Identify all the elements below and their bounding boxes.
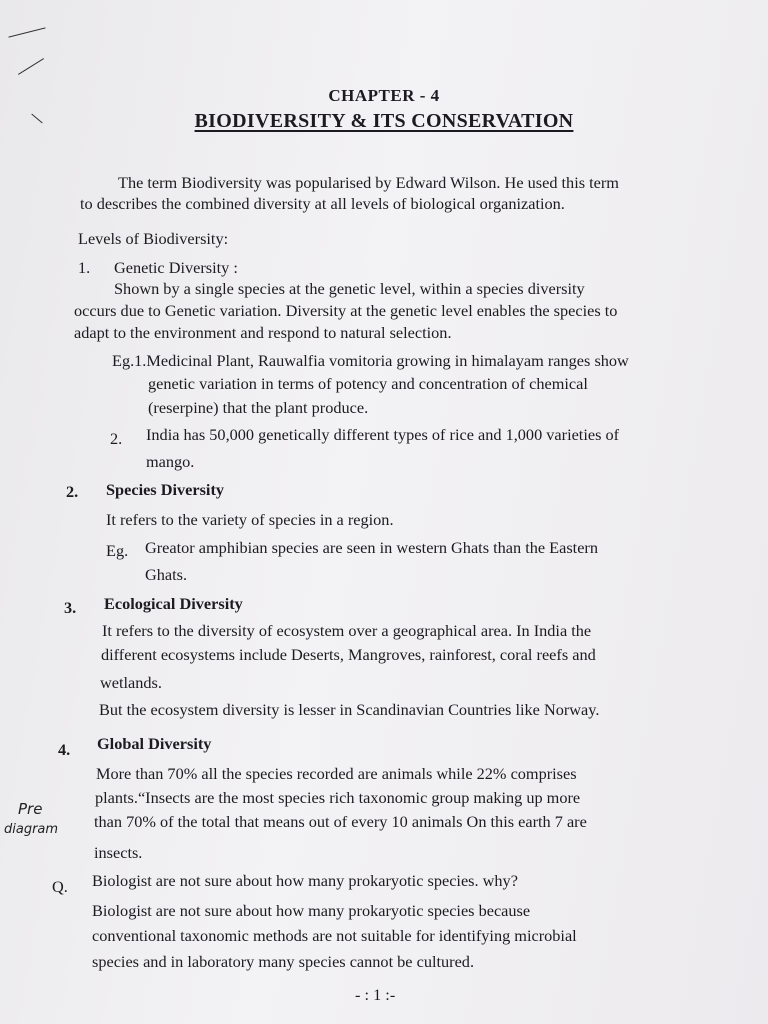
- answer-line-1: Biologist are not sure about how many prokaryotic species because: [92, 901, 531, 920]
- genetic-example-2b: mango.: [146, 452, 195, 471]
- global-line-3: than 70% of the total that means out of every 10 animals On this earth 7 are: [94, 812, 587, 831]
- global-line-2: plants.“Insects are the most species rich taxonomic group making up more: [95, 788, 581, 807]
- global-number: 4.: [58, 740, 71, 759]
- answer-line-2: conventional taxonomic methods are not suitable for identifying microbial: [92, 926, 577, 945]
- species-heading: Species Diversity: [106, 480, 225, 499]
- genetic-example-2-number: 2.: [110, 429, 123, 448]
- page-number: - : 1 :-: [355, 985, 396, 1004]
- species-number: 2.: [66, 482, 79, 501]
- species-line-1: It refers to the variety of species in a region.: [106, 510, 394, 529]
- species-example-b: Ghats.: [145, 565, 188, 584]
- ecological-line-3: wetlands.: [100, 673, 162, 692]
- genetic-example-1c: (reserpine) that the plant produce.: [148, 398, 369, 417]
- levels-label: Levels of Biodiversity:: [78, 229, 229, 248]
- genetic-line-2: occurs due to Genetic variation. Diversity at the genetic level enables the species to: [74, 301, 618, 320]
- margin-mark: [8, 27, 45, 37]
- page-title-text: BIODIVERSITY & ITS CONSERVATION: [194, 110, 574, 132]
- species-eg-label: Eg.: [106, 541, 129, 560]
- genetic-heading: Genetic Diversity :: [114, 258, 238, 277]
- page-title: [0, 110, 768, 133]
- handwritten-note-line-1: Pre: [18, 800, 43, 818]
- margin-mark: [18, 58, 44, 75]
- global-line-1: More than 70% all the species recorded are animals while 22% comprises: [96, 764, 577, 783]
- chapter-label: CHAPTER - 4: [328, 86, 440, 105]
- question-text: Biologist are not sure about how many prokaryotic species. why?: [92, 871, 518, 890]
- answer-line-3: species and in laboratory many species cannot be cultured.: [92, 952, 475, 971]
- ecological-heading: Ecological Diversity: [104, 594, 243, 613]
- question-label: Q.: [52, 877, 68, 896]
- species-example-a: Greator amphibian species are seen in western Ghats than the Eastern: [145, 538, 598, 557]
- ecological-number: 3.: [64, 598, 77, 617]
- ecological-line-4: But the ecosystem diversity is lesser in Scandinavian Countries like Norway.: [99, 700, 600, 719]
- genetic-line-3: adapt to the environment and respond to natural selection.: [74, 323, 452, 342]
- genetic-example-1a: Eg.1.Medicinal Plant, Rauwalfia vomitoria growing in himalayam ranges show: [112, 351, 629, 370]
- genetic-example-2a: India has 50,000 genetically different types of rice and 1,000 varieties of: [146, 425, 620, 444]
- intro-line-1: The term Biodiversity was popularised by Edward Wilson. He used this term: [118, 173, 619, 192]
- genetic-example-1b: genetic variation in terms of potency and concentration of chemical: [148, 374, 588, 393]
- ecological-line-2: different ecosystems include Deserts, Mangroves, rainforest, coral reefs and: [101, 645, 596, 664]
- genetic-number: 1.: [78, 258, 91, 277]
- intro-line-2: to describes the combined diversity at all levels of biological organization.: [80, 194, 565, 213]
- ecological-line-1: It refers to the diversity of ecosystem over a geographical area. In India the: [102, 621, 592, 640]
- handwritten-note-line-2: diagram: [4, 822, 59, 837]
- genetic-line-1: Shown by a single species at the genetic level, within a species diversity: [114, 279, 585, 298]
- global-line-4: insects.: [94, 843, 143, 862]
- global-heading: Global Diversity: [97, 734, 212, 753]
